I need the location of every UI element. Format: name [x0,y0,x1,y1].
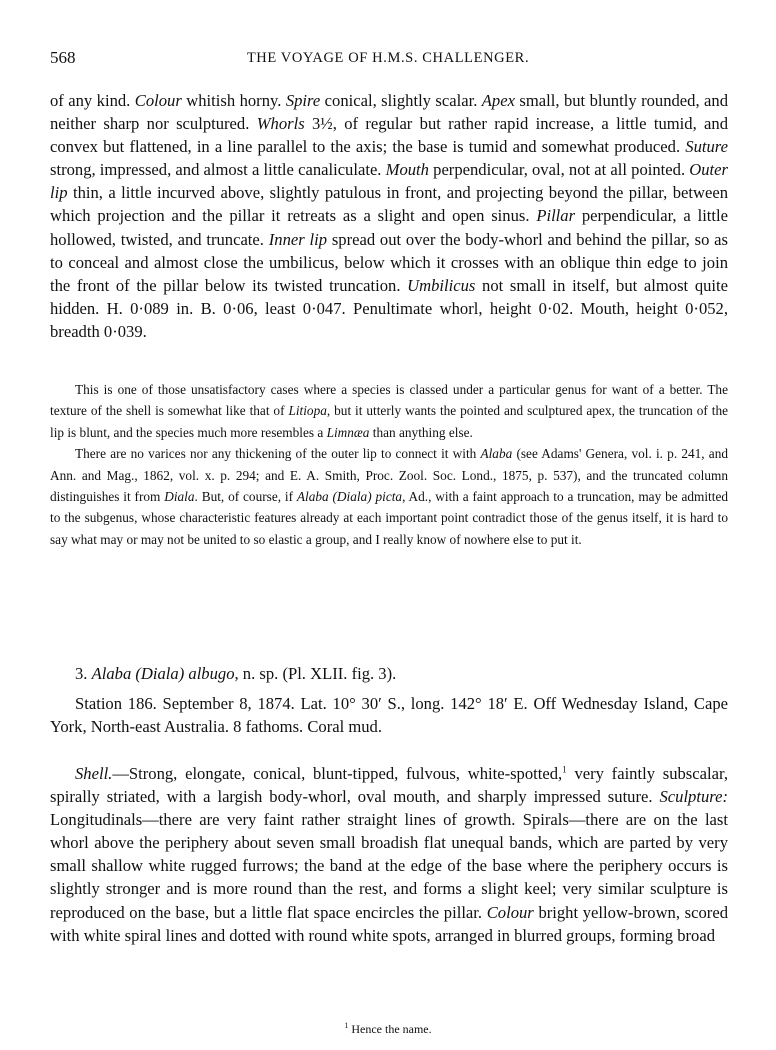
remarks-paragraph: There are no varices nor any thickening of the outer lip to connect it with Alaba (see Adams' Genera, vol. i. p. 241, and Ann. and Mag., 1862, vol. x. p. 294; and E. A. Smith, Proc. Zool. Soc. Lond., 1875, p. 537), and the truncated column distinguishes it from Diala. But, of course, if Alaba (Diala) picta, Ad., with a faint approach to a truncation, may be admitted to the subgenus, whose characteristic features already at each important point contradict those of the genus itself, it is hard to say what may or may not be united to so elastic a group, and I really know of nowhere else to put it. [50,446,728,547]
page-number: 568 [50,48,76,67]
running-title: THE VOYAGE OF H.M.S. CHALLENGER. [246,50,530,66]
remarks-block [50,379,728,550]
station-paragraph: Station 186. September 8, 1874. Lat. 10° 30′ S., long. 142° 18′ E. Off Wednesday Island, Cape York, North-east Australia. 8 fathoms. Coral mud. [50,694,728,737]
footnote: $^1$ Hence the name. [344,1021,432,1036]
running-header [50,48,726,70]
remarks-paragraph: This is one of those unsatisfactory cases where a species is classed under a particular genus for want of a better. The texture of the shell is somewhat like that of Litiopa, but it utterly wants the pointed and sculptured apex, the truncation of the lip is blunt, and the species much more resembles a Limnæa than anything else. [50,382,729,440]
footnote-ref: 1 [562,764,567,775]
species-heading: 3. Alaba (Diala) albugo, n. sp. (Pl. XLII. fig. 3). [75,664,397,683]
shell-description: Shell.—Strong, elongate, conical, blunt-tipped, fulvous, white-spotted,$^1$ very faintly subscalar, spirally striated, with a largish body-whorl, oval mouth, and sharply impressed suture. Sculpture: Longitudinals—there are very faint rather straight lines of growth. Spirals—there are on the last whorl above the periphery about seven small broadish flat unequal bands, which are parted by very small shallow white rugged furrows; the band at the edge of the base where the periphery occurs is slightly stronger and is more round than the rest, and forms a slight keel; very similar sculpture is reproduced on the base, but a little flat space encircles the pillar. Colour bright yellow-brown, scored with white spiral lines and dotted with round white spots, arranged in blurred groups, forming broad [50,764,728,945]
description-paragraph: of any kind. Colour whitish horny. Spire conical, slightly scalar. Apex small, but bluntly rounded, and neither sharp nor sculptured. Whorls 3½, of regular but rather rapid increase, a little tumid, and convex but flattened, in a line parallel to the axis; the base is tumid and somewhat produced. Suture strong, impressed, and almost a little canaliculate. Mouth perpendicular, oval, not at all pointed. Outer lip thin, a little incurved above, slightly patulous in front, and projecting beyond the pillar, between which projection and the pillar it retreats as a slight and open sinus. Pillar perpendicular, a little hollowed, twisted, and truncate. Inner lip spread out over the body-whorl and behind the pillar, so as to conceal and almost close the umbilicus, below which it crosses with an oblique thin edge to join the front of the pillar below its twisted truncation. Umbilicus not small in itself, but almost quite hidden. H. 0·089 in. B. 0·06, least 0·047. Penultimate whorl, height 0·02. Mouth, height 0·052, breadth 0·039. [50,91,729,341]
